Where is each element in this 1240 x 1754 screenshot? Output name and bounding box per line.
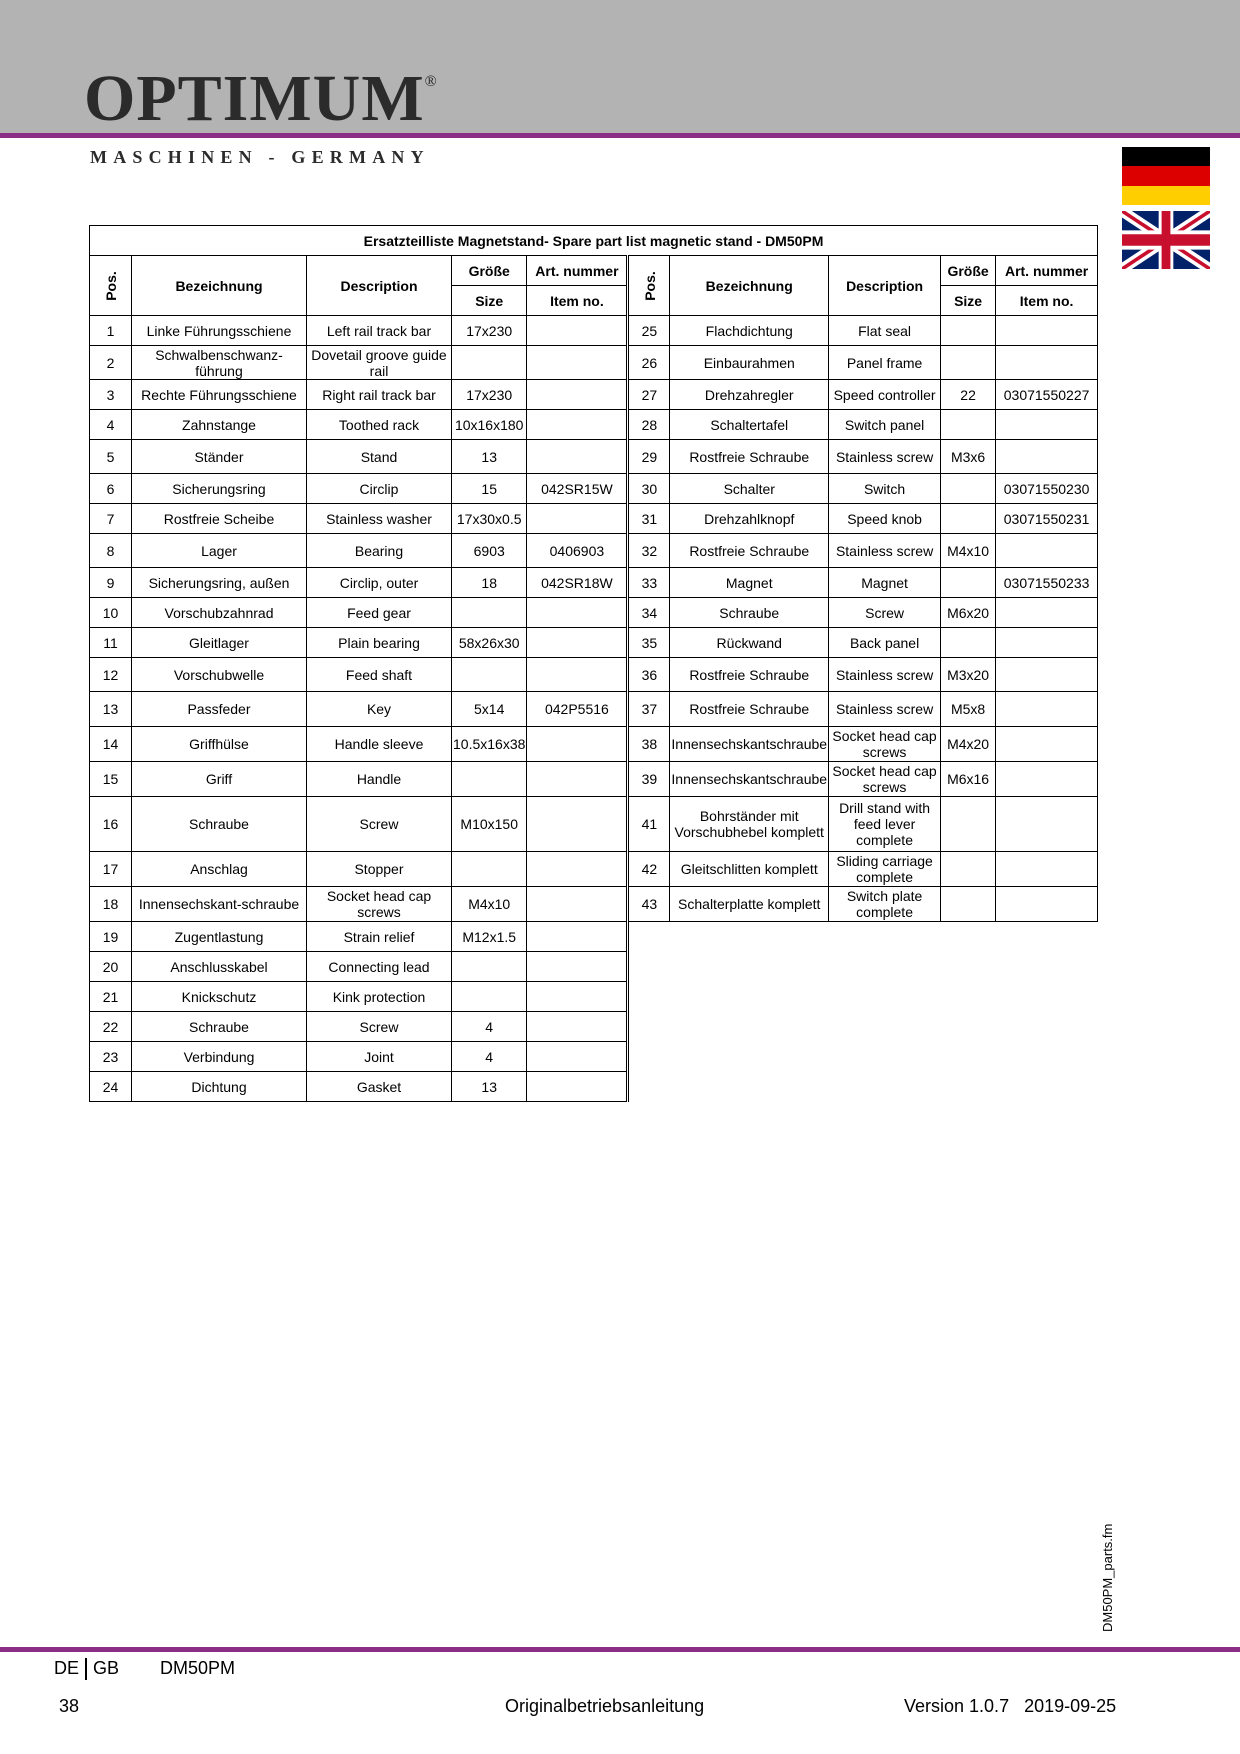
bezeichnung-cell: Rostfreie Schraube [670, 534, 829, 568]
description-cell: Flat seal [829, 316, 941, 346]
item-number-cell: 03071550227 [996, 380, 1098, 410]
size-cell: 10.5x16x38 [452, 727, 527, 762]
item-number-cell [527, 440, 628, 474]
table-row [90, 762, 1098, 797]
pos-cell: 22 [90, 1012, 132, 1042]
description-cell: Back panel [829, 628, 941, 658]
bezeichnung-cell: Schraube [132, 797, 307, 852]
artnummer-header: Art. nummer [996, 256, 1098, 286]
item-number-cell [996, 346, 1098, 380]
pos-cell: 1 [90, 316, 132, 346]
description-cell: Circlip, outer [307, 568, 452, 598]
item-number-cell [996, 628, 1098, 658]
item-number-cell [527, 797, 628, 852]
description-cell: Gasket [307, 1072, 452, 1102]
bezeichnung-cell: Magnet [670, 568, 829, 598]
bezeichnung-cell: Knickschutz [132, 982, 307, 1012]
pos-cell: 41 [628, 797, 670, 852]
size-cell [452, 762, 527, 797]
table-row [90, 568, 1098, 598]
description-cell: Screw [307, 797, 452, 852]
description-cell: Socket head cap screws [307, 887, 452, 922]
pos-cell: 42 [628, 852, 670, 887]
description-cell: Strain relief [307, 922, 452, 952]
item-number-cell [996, 440, 1098, 474]
footer-version: Version 1.0.7 2019-09-25 [904, 1696, 1117, 1716]
pos-cell: 34 [628, 598, 670, 628]
size-cell: M3x20 [941, 658, 996, 692]
empty-cell [628, 1042, 1098, 1072]
description-cell: Stainless screw [829, 440, 941, 474]
description-cell: Speed knob [829, 504, 941, 534]
item-number-cell [527, 658, 628, 692]
size-cell: 4 [452, 1012, 527, 1042]
bezeichnung-cell: Innensechskant-schraube [132, 887, 307, 922]
size-cell: M6x16 [941, 762, 996, 797]
pos-cell: 5 [90, 440, 132, 474]
item-number-cell [996, 658, 1098, 692]
item-number-cell [527, 727, 628, 762]
item-number-cell [527, 598, 628, 628]
item-number-cell [527, 952, 628, 982]
size-cell [452, 952, 527, 982]
table-row [90, 692, 1098, 727]
item-number-cell [996, 410, 1098, 440]
description-header: Description [307, 256, 452, 316]
item-number-cell: 042SR18W [527, 568, 628, 598]
item-number-cell [527, 922, 628, 952]
pos-cell: 10 [90, 598, 132, 628]
item-number-cell [996, 887, 1098, 922]
pos-cell: 29 [628, 440, 670, 474]
spare-parts-table [89, 225, 1098, 1102]
description-cell: Stainless screw [829, 692, 941, 727]
bezeichnung-cell: Flachdichtung [670, 316, 829, 346]
bezeichnung-cell: Ständer [132, 440, 307, 474]
pos-cell: 43 [628, 887, 670, 922]
description-cell: Joint [307, 1042, 452, 1072]
description-cell: Plain bearing [307, 628, 452, 658]
empty-cell [628, 922, 1098, 952]
pos-header: Pos. [90, 256, 132, 316]
size-cell [452, 982, 527, 1012]
table-row [90, 658, 1098, 692]
empty-cell [628, 952, 1098, 982]
pos-cell: 6 [90, 474, 132, 504]
size-cell: 22 [941, 380, 996, 410]
bezeichnung-cell: Rostfreie Schraube [670, 440, 829, 474]
item-number-cell [996, 852, 1098, 887]
description-cell: Panel frame [829, 346, 941, 380]
item-number-cell [527, 762, 628, 797]
pos-cell: 33 [628, 568, 670, 598]
description-cell: Stand [307, 440, 452, 474]
bezeichnung-cell: Rostfreie Schraube [670, 692, 829, 727]
bezeichnung-cell: Zahnstange [132, 410, 307, 440]
size-cell: 10x16x180 [452, 410, 527, 440]
bezeichnung-cell: Gleitschlitten komplett [670, 852, 829, 887]
pos-cell: 16 [90, 797, 132, 852]
item-number-cell [996, 727, 1098, 762]
item-number-cell [996, 692, 1098, 727]
bezeichnung-cell: Schraube [670, 598, 829, 628]
bezeichnung-cell: Dichtung [132, 1072, 307, 1102]
item-number-cell [527, 628, 628, 658]
size-cell: 18 [452, 568, 527, 598]
table-row [90, 852, 1098, 887]
bezeichnung-cell: Sicherungsring [132, 474, 307, 504]
description-cell: Toothed rack [307, 410, 452, 440]
description-cell: Connecting lead [307, 952, 452, 982]
size-header: Size [941, 286, 996, 316]
item-number-cell [996, 797, 1098, 852]
table-row [90, 474, 1098, 504]
description-cell: Speed controller [829, 380, 941, 410]
pos-cell: 30 [628, 474, 670, 504]
size-cell: 13 [452, 440, 527, 474]
item-number-cell [996, 598, 1098, 628]
description-header: Description [829, 256, 941, 316]
size-cell [941, 410, 996, 440]
pos-cell: 9 [90, 568, 132, 598]
description-cell: Switch panel [829, 410, 941, 440]
pos-cell: 24 [90, 1072, 132, 1102]
bezeichnung-cell: Schalter [670, 474, 829, 504]
description-cell: Feed gear [307, 598, 452, 628]
footer-document-type: Originalbetriebsanleitung [505, 1696, 705, 1716]
size-cell [452, 598, 527, 628]
item-number-cell [527, 380, 628, 410]
table-row [90, 727, 1098, 762]
bezeichnung-cell: Rostfreie Scheibe [132, 504, 307, 534]
bezeichnung-cell: Drehzahregler [670, 380, 829, 410]
item-number-cell [996, 762, 1098, 797]
footer-languages: DE GB [54, 1658, 119, 1680]
bezeichnung-header: Bezeichnung [670, 256, 829, 316]
pos-cell: 38 [628, 727, 670, 762]
item-number-cell [996, 534, 1098, 568]
table-row [90, 797, 1098, 852]
bezeichnung-cell: Griff [132, 762, 307, 797]
description-cell: Feed shaft [307, 658, 452, 692]
empty-cell [628, 982, 1098, 1012]
size-cell: M4x10 [452, 887, 527, 922]
description-cell: Right rail track bar [307, 380, 452, 410]
item-number-cell [527, 504, 628, 534]
size-cell: 5x14 [452, 692, 527, 727]
pos-cell: 21 [90, 982, 132, 1012]
size-cell: M3x6 [941, 440, 996, 474]
description-cell: Key [307, 692, 452, 727]
description-cell: Switch plate complete [829, 887, 941, 922]
size-cell [452, 658, 527, 692]
pos-cell: 37 [628, 692, 670, 727]
table-row [90, 380, 1098, 410]
uk-flag-icon [1122, 211, 1210, 269]
groesse-header: Größe [452, 256, 527, 286]
size-cell: 15 [452, 474, 527, 504]
item-number-cell [527, 1042, 628, 1072]
table-title: Ersatzteilliste Magnetstand- Spare part list magnetic stand - DM50PM [90, 226, 1098, 256]
pos-cell: 4 [90, 410, 132, 440]
pos-cell: 17 [90, 852, 132, 887]
description-cell: Socket head cap screws [829, 727, 941, 762]
size-cell: M12x1.5 [452, 922, 527, 952]
bezeichnung-cell: Schwalbenschwanz-führung [132, 346, 307, 380]
bezeichnung-cell: Schalterplatte komplett [670, 887, 829, 922]
bezeichnung-cell: Bohrständer mit Vorschubhebel komplett [670, 797, 829, 852]
item-number-cell: 042P5516 [527, 692, 628, 727]
size-cell [452, 346, 527, 380]
size-cell: M4x20 [941, 727, 996, 762]
itemno-header: Item no. [996, 286, 1098, 316]
pos-cell: 35 [628, 628, 670, 658]
table-row [90, 922, 1098, 952]
item-number-cell [527, 852, 628, 887]
item-number-cell [527, 887, 628, 922]
bezeichnung-cell: Schraube [132, 1012, 307, 1042]
description-cell: Stainless screw [829, 658, 941, 692]
item-number-cell [996, 316, 1098, 346]
table-row [90, 346, 1098, 380]
table-row [90, 316, 1098, 346]
pos-cell: 25 [628, 316, 670, 346]
brand-logo: OPTIMUM® [84, 62, 438, 135]
size-cell: 17x230 [452, 316, 527, 346]
description-cell: Stainless screw [829, 534, 941, 568]
bezeichnung-header: Bezeichnung [132, 256, 307, 316]
item-number-cell [527, 1012, 628, 1042]
item-number-cell: 042SR15W [527, 474, 628, 504]
empty-cell [628, 1012, 1098, 1042]
pos-cell: 20 [90, 952, 132, 982]
pos-header: Pos. [628, 256, 670, 316]
description-cell: Handle [307, 762, 452, 797]
pos-cell: 26 [628, 346, 670, 380]
bezeichnung-cell: Lager [132, 534, 307, 568]
source-file-label: DM50PM_parts.fm [1100, 1523, 1115, 1632]
bezeichnung-cell: Innensechskantschraube [670, 762, 829, 797]
description-cell: Left rail track bar [307, 316, 452, 346]
size-cell: M5x8 [941, 692, 996, 727]
description-cell: Kink protection [307, 982, 452, 1012]
size-cell [941, 852, 996, 887]
footer-divider [0, 1647, 1240, 1652]
size-cell [941, 568, 996, 598]
size-cell [941, 797, 996, 852]
item-number-cell [527, 1072, 628, 1102]
description-cell: Screw [829, 598, 941, 628]
bezeichnung-cell: Rechte Führungsschiene [132, 380, 307, 410]
bezeichnung-cell: Rückwand [670, 628, 829, 658]
pos-cell: 12 [90, 658, 132, 692]
item-number-cell: 0406903 [527, 534, 628, 568]
description-cell: Stopper [307, 852, 452, 887]
size-cell [941, 628, 996, 658]
bezeichnung-cell: Passfeder [132, 692, 307, 727]
size-cell: 17x30x0.5 [452, 504, 527, 534]
size-cell [452, 852, 527, 887]
size-cell: 17x230 [452, 380, 527, 410]
table-row [90, 1012, 1098, 1042]
pos-cell: 18 [90, 887, 132, 922]
table-row [90, 534, 1098, 568]
item-number-cell [527, 410, 628, 440]
size-cell [941, 504, 996, 534]
table-row [90, 887, 1098, 922]
pos-cell: 28 [628, 410, 670, 440]
description-cell: Bearing [307, 534, 452, 568]
table-row [90, 440, 1098, 474]
table-row [90, 504, 1098, 534]
description-cell: Socket head cap screws [829, 762, 941, 797]
pos-cell: 8 [90, 534, 132, 568]
bezeichnung-cell: Vorschubwelle [132, 658, 307, 692]
size-cell [941, 474, 996, 504]
item-number-cell [527, 346, 628, 380]
table-row [90, 628, 1098, 658]
bezeichnung-cell: Innensechskantschraube [670, 727, 829, 762]
size-cell: 13 [452, 1072, 527, 1102]
footer-model: DM50PM [160, 1658, 236, 1678]
size-cell [941, 316, 996, 346]
pos-cell: 31 [628, 504, 670, 534]
table-row [90, 1072, 1098, 1102]
pos-cell: 7 [90, 504, 132, 534]
bezeichnung-cell: Anschlusskabel [132, 952, 307, 982]
pos-cell: 23 [90, 1042, 132, 1072]
size-cell: 58x26x30 [452, 628, 527, 658]
pos-cell: 11 [90, 628, 132, 658]
germany-flag-icon [1122, 147, 1210, 205]
table-row [90, 1042, 1098, 1072]
pos-cell: 13 [90, 692, 132, 727]
description-cell: Circlip [307, 474, 452, 504]
table-row [90, 982, 1098, 1012]
pos-cell: 27 [628, 380, 670, 410]
description-cell: Magnet [829, 568, 941, 598]
description-cell: Drill stand with feed lever complete [829, 797, 941, 852]
item-number-cell: 03071550230 [996, 474, 1098, 504]
artnummer-header: Art. nummer [527, 256, 628, 286]
empty-cell [628, 1072, 1098, 1102]
bezeichnung-cell: Sicherungsring, außen [132, 568, 307, 598]
description-cell: Screw [307, 1012, 452, 1042]
brand-tagline: MASCHINEN - GERMANY [90, 147, 430, 167]
bezeichnung-cell: Griffhülse [132, 727, 307, 762]
bezeichnung-cell: Zugentlastung [132, 922, 307, 952]
pos-cell: 19 [90, 922, 132, 952]
size-cell: 6903 [452, 534, 527, 568]
bezeichnung-cell: Rostfreie Schraube [670, 658, 829, 692]
bezeichnung-cell: Anschlag [132, 852, 307, 887]
groesse-header: Größe [941, 256, 996, 286]
bezeichnung-cell: Schaltertafel [670, 410, 829, 440]
size-cell [941, 887, 996, 922]
table-row [90, 410, 1098, 440]
table-row [90, 598, 1098, 628]
size-cell: M4x10 [941, 534, 996, 568]
size-cell: 4 [452, 1042, 527, 1072]
pos-cell: 15 [90, 762, 132, 797]
size-cell [941, 346, 996, 380]
bezeichnung-cell: Linke Führungsschiene [132, 316, 307, 346]
description-cell: Handle sleeve [307, 727, 452, 762]
pos-cell: 3 [90, 380, 132, 410]
item-number-cell: 03071550233 [996, 568, 1098, 598]
bezeichnung-cell: Vorschubzahnrad [132, 598, 307, 628]
item-number-cell [527, 316, 628, 346]
bezeichnung-cell: Drehzahlknopf [670, 504, 829, 534]
description-cell: Dovetail groove guide rail [307, 346, 452, 380]
item-number-cell [527, 982, 628, 1012]
description-cell: Stainless washer [307, 504, 452, 534]
description-cell: Switch [829, 474, 941, 504]
item-number-cell: 03071550231 [996, 504, 1098, 534]
pos-cell: 39 [628, 762, 670, 797]
size-header: Size [452, 286, 527, 316]
size-cell: M10x150 [452, 797, 527, 852]
bezeichnung-cell: Verbindung [132, 1042, 307, 1072]
itemno-header: Item no. [527, 286, 628, 316]
page-number: 38 [59, 1696, 80, 1716]
table-row [90, 952, 1098, 982]
bezeichnung-cell: Einbaurahmen [670, 346, 829, 380]
pos-cell: 36 [628, 658, 670, 692]
pos-cell: 2 [90, 346, 132, 380]
size-cell: M6x20 [941, 598, 996, 628]
pos-cell: 14 [90, 727, 132, 762]
bezeichnung-cell: Gleitlager [132, 628, 307, 658]
description-cell: Sliding carriage complete [829, 852, 941, 887]
pos-cell: 32 [628, 534, 670, 568]
